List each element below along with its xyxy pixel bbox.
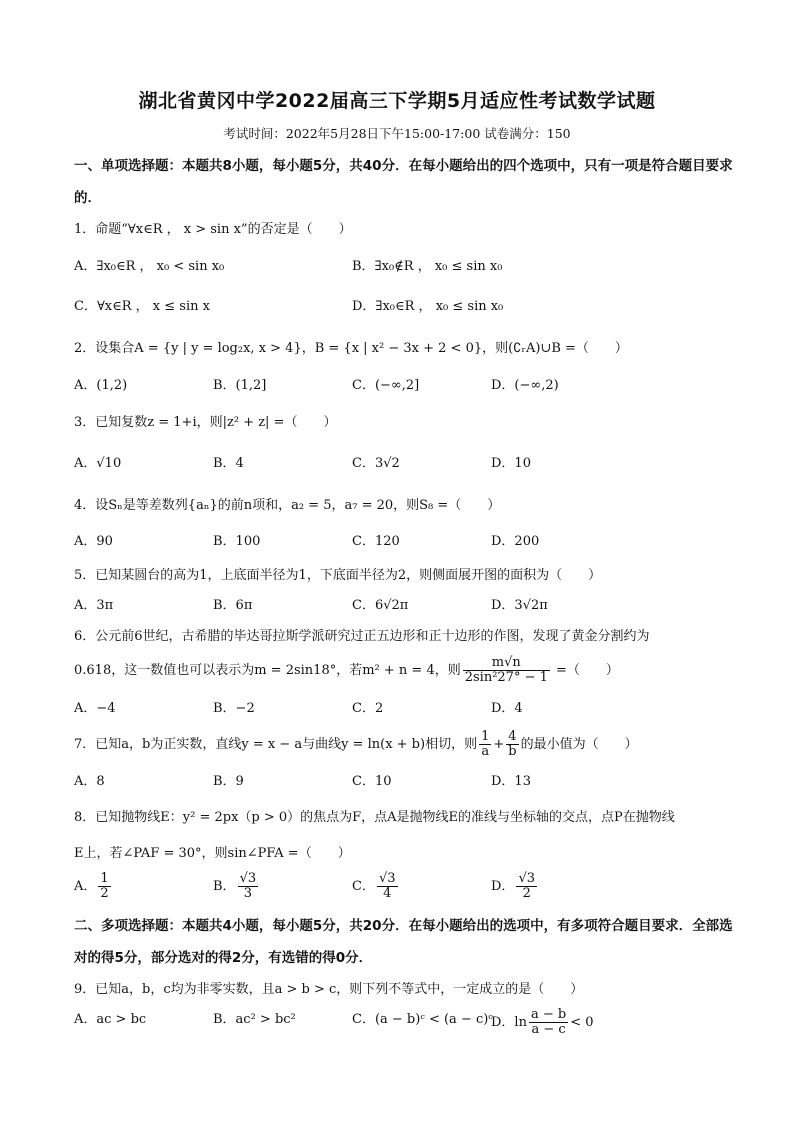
option-b: B．(1,2] (213, 378, 267, 393)
exam-info: 考试时间：2022年5月28日下午15:00-17:00 试卷满分：150 (223, 126, 571, 141)
question-9: 9．已知a，b，c均为非零实数，且a > b > c，则下列不等式中，一定成立的是（ ） (74, 982, 584, 997)
fraction-numerator: 1 (481, 729, 490, 744)
option-c: C．2 (352, 701, 384, 716)
option-b: B．6π (213, 598, 253, 613)
option-d: D．(−∞,2) (491, 378, 559, 393)
fraction-1-over-a (479, 730, 491, 759)
question-1: 1．命题“∀x∈R ， x > sin x”的否定是（ ） (74, 222, 352, 237)
option-b: B．9 (213, 774, 244, 789)
question-4-options (74, 530, 734, 552)
option-b: B．4 (213, 456, 244, 471)
fraction (238, 872, 259, 901)
option-b: B．∃x₀∉R ， x₀ ≤ sin x₀ (352, 259, 503, 274)
fraction-numerator: m√n (463, 656, 550, 671)
option-label: D． (491, 879, 515, 894)
question-8-line-2: E上，若∠PAF = 30°，则sin∠PFA =（ ） (74, 846, 351, 861)
fraction-numerator: √3 (378, 871, 396, 886)
question-9-options (74, 1008, 734, 1040)
option-a: A．90 (74, 534, 113, 549)
option-c: C．120 (352, 534, 400, 549)
question-8-line-1: 8．已知抛物线E：y² = 2px（p > 0）的焦点为F，点A是抛物线E的准线与坐标轴的交点，点P在抛物线 (74, 810, 675, 825)
fraction-denominator: a − c (531, 1022, 566, 1037)
option-d: D．10 (491, 456, 531, 471)
option-c: C．3√2 (352, 456, 400, 471)
option-a: A．ac > bc (74, 1012, 147, 1027)
question-2-options (74, 374, 734, 396)
section-multiple-choice: 二、多项选择题：本题共4小题，每小题5分，共20分．在每小题给出的选项中，有多项符合题目要求．全部选对的得5分，部分选对的得2分，有选错的得0分． (74, 918, 733, 966)
question-5: 5．已知某圆台的高为1，上底面半径为1，下底面半径为2，则侧面展开图的面积为（ ） (74, 568, 602, 583)
fraction-numerator: √3 (518, 871, 535, 886)
question-7-options (74, 770, 734, 792)
option-label: D．ln (491, 1015, 527, 1030)
fraction-numerator: a − b (530, 1007, 567, 1022)
fraction-denominator: b (508, 744, 517, 759)
plus-sign: + (493, 737, 505, 752)
option-c: C．(a − b)ᶜ < (a − c)ᶜ (352, 1012, 493, 1027)
option-label: A． (74, 879, 97, 894)
question-2: 2．设集合A = {y | y = log₂x, x > 4}，B = {x | x² − 3x + 2 < 0}，则(∁ᵣA)∪B =（ ） (74, 341, 628, 356)
question-6-fraction (463, 656, 550, 685)
fraction-4-over-b (506, 730, 518, 759)
option-d: D．13 (491, 774, 531, 789)
option-d (491, 872, 539, 901)
option-d: D．200 (491, 534, 540, 549)
question-8-options (74, 872, 734, 904)
option-a: A．√10 (74, 456, 122, 471)
option-a: A．∃x₀∈R ， x₀ < sin x₀ (74, 259, 225, 274)
option-d: D．∃x₀∈R ， x₀ ≤ sin x₀ (352, 299, 504, 314)
option-a: A．8 (74, 774, 105, 789)
fraction-denominator: 2 (100, 886, 109, 901)
question-6-line-2 (74, 656, 734, 686)
option-b (213, 872, 260, 901)
fraction (516, 872, 537, 901)
option-a: A．(1,2) (74, 378, 128, 393)
question-7-tail: 的最小值为（ ） (520, 737, 638, 752)
option-tail: < 0 (570, 1015, 594, 1030)
question-6-options (74, 697, 734, 719)
option-d: D．3√2π (491, 598, 548, 613)
option-c: C．6√2π (352, 598, 409, 613)
option-a (74, 872, 113, 901)
page-title: 湖北省黄冈中学2022届高三下学期5月适应性考试数学试题 (138, 90, 656, 112)
option-d (491, 1008, 594, 1037)
option-c: C．10 (352, 774, 392, 789)
question-7 (74, 730, 734, 760)
option-label: B． (213, 879, 236, 894)
question-6-text: 0.618，这一数值也可以表示为m = 2sin18°，若m² + n = 4，则 (74, 663, 461, 678)
question-3: 3．已知复数z = 1+i，则|z² + z| =（ ） (74, 415, 337, 430)
fraction-numerator: 1 (100, 871, 109, 886)
fraction (529, 1008, 568, 1037)
option-label: C． (352, 879, 375, 894)
fraction-numerator: 4 (506, 730, 518, 745)
option-a: A．−4 (74, 701, 116, 716)
fraction-denominator: 3 (243, 886, 252, 901)
fraction (98, 872, 110, 901)
question-4: 4．设Sₙ是等差数列{aₙ}的前n项和，a₂ = 5，a₇ = 20，则S₈ =（ ） (74, 498, 501, 513)
option-c: C．(−∞,2] (352, 378, 420, 393)
fraction-numerator: √3 (239, 871, 257, 886)
option-c: C．∀x∈R ， x ≤ sin x (74, 299, 210, 314)
fraction-denominator: 4 (383, 886, 392, 901)
option-d: D．4 (491, 701, 523, 716)
question-5-options (74, 594, 734, 616)
section-single-choice: 一、单项选择题：本题共8小题，每小题5分，共40分．在每小题给出的四个选项中，只有一项是符合题目要求的． (74, 158, 733, 206)
question-1-options (74, 255, 734, 277)
question-7-text: 7．已知a，b为正实数，直线y = x − a与曲线y = ln(x + b)相切，则 (74, 737, 478, 752)
option-b: B．−2 (213, 701, 255, 716)
fraction-denominator: a (481, 744, 490, 759)
question-1-options-2 (74, 295, 734, 317)
question-3-options (74, 452, 734, 474)
option-c (352, 872, 400, 901)
option-a: A．3π (74, 598, 114, 613)
option-b: B．100 (213, 534, 261, 549)
option-b: B．ac² > bc² (213, 1012, 296, 1027)
fraction-denominator: 2 (522, 886, 531, 901)
fraction-denominator: 2sin²27° − 1 (464, 670, 548, 685)
fraction (377, 872, 398, 901)
question-6-line-1: 6．公元前6世纪，古希腊的毕达哥拉斯学派研究过正五边形和正十边形的作图，发现了黄金分割约为 (74, 629, 650, 644)
question-6-tail: =（ ） (551, 663, 619, 678)
